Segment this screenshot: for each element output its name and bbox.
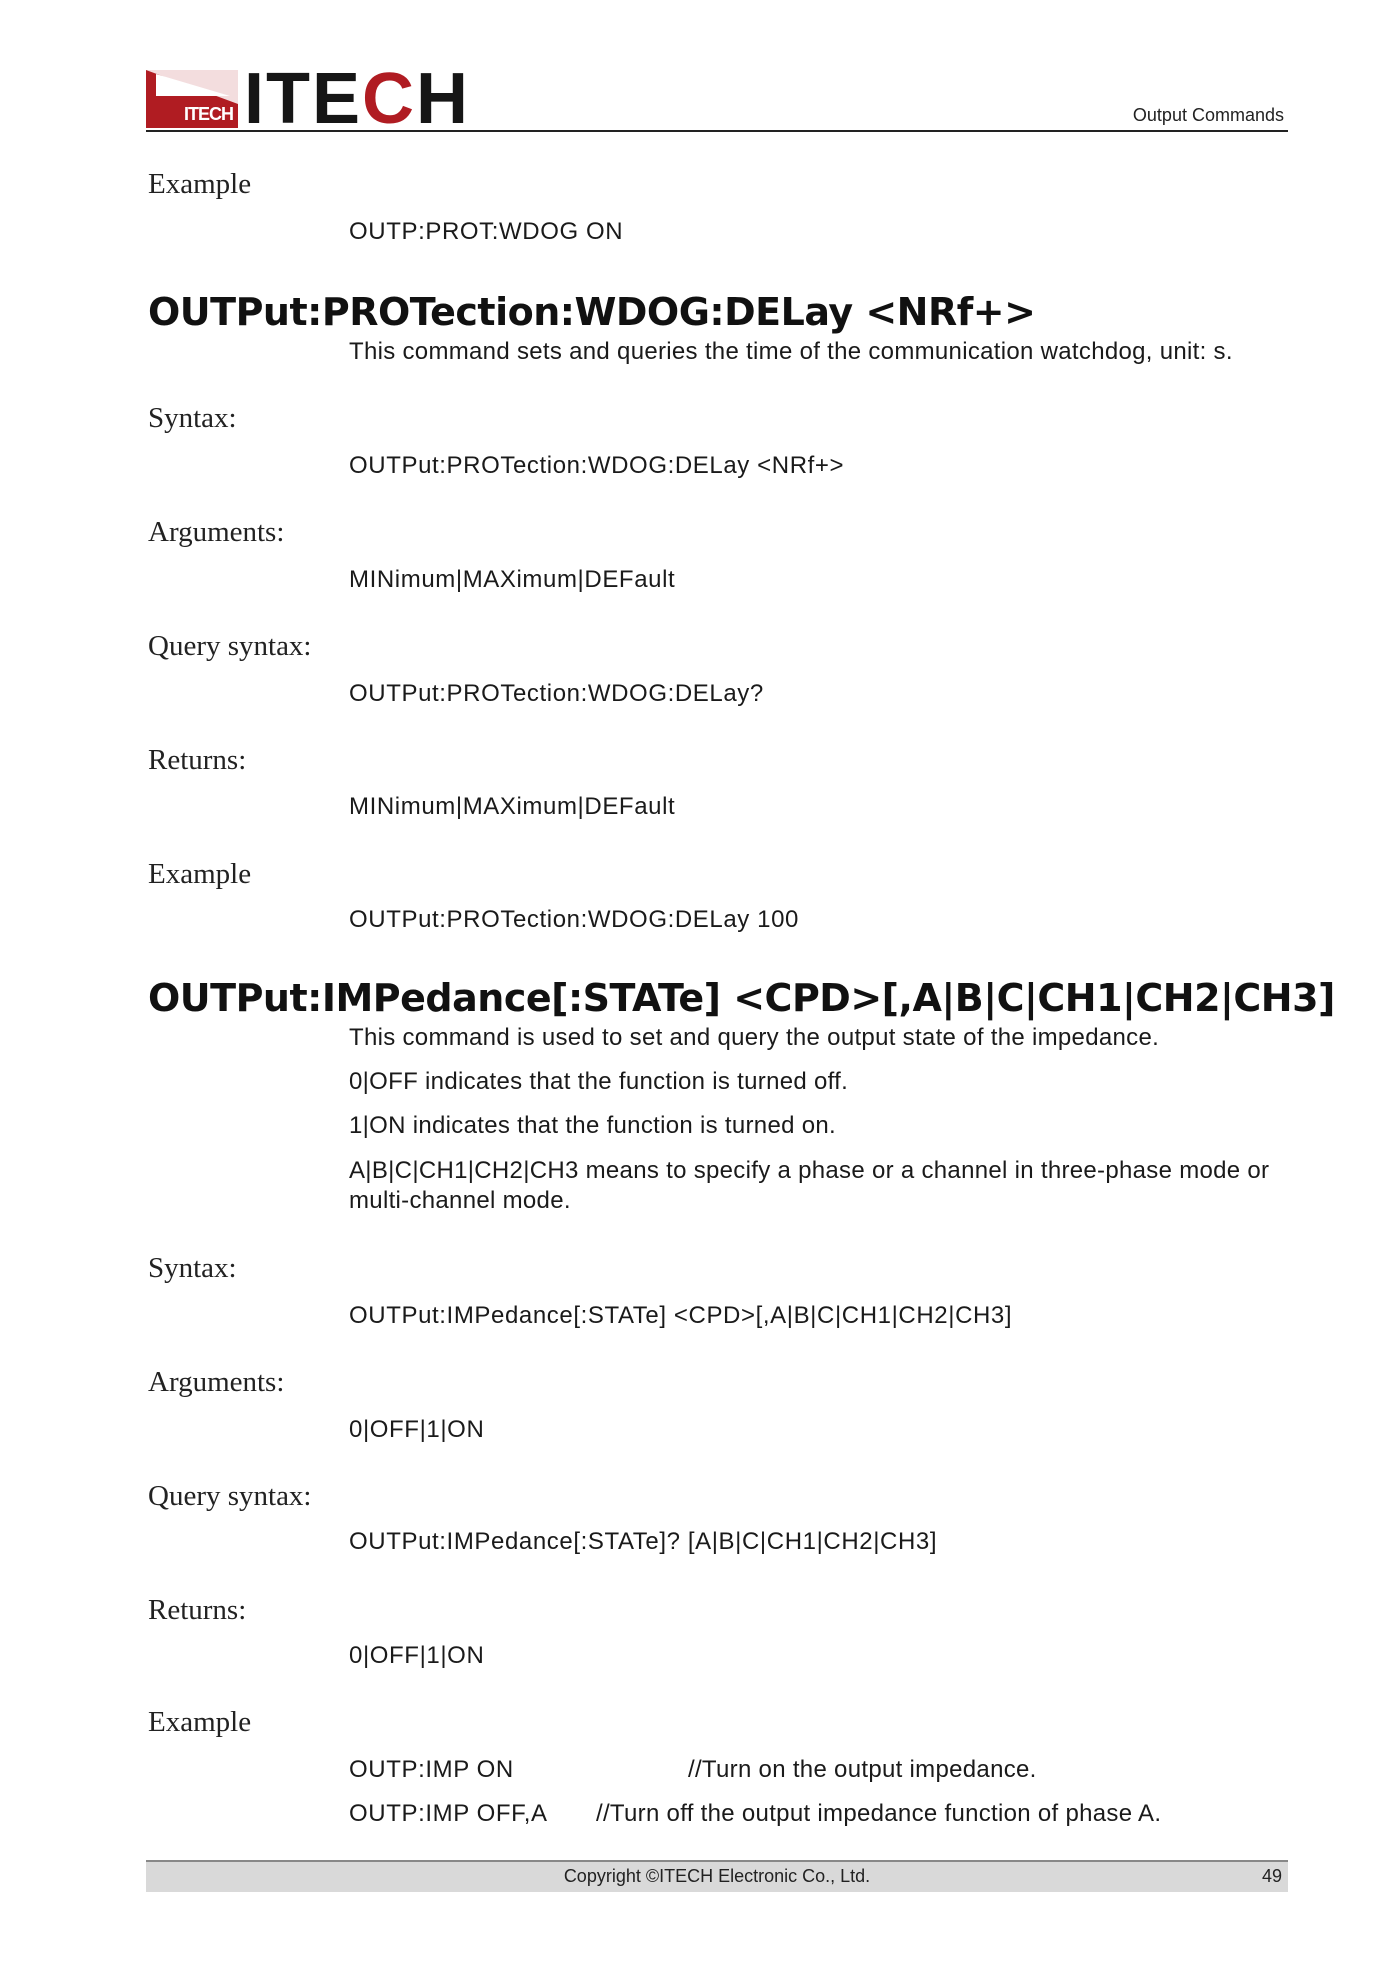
query-syntax-label: Query syntax: (148, 630, 312, 662)
example-code: OUTPut:PROTection:WDOG:DELay 100 (349, 906, 800, 933)
returns-label: Returns: (148, 1594, 247, 1626)
arguments-code: MINimum|MAXimum|DEFault (349, 566, 676, 593)
example-label: Example (148, 1706, 252, 1738)
logo-mark-text: ITECH (184, 104, 233, 124)
example-comment: //Turn on the output impedance. (688, 1756, 1037, 1783)
returns-code: MINimum|MAXimum|DEFault (349, 793, 676, 820)
query-syntax-code: OUTPut:IMPedance[:STATe]? [A|B|C|CH1|CH2|CH3] (349, 1528, 938, 1555)
returns-code: 0|OFF|1|ON (349, 1642, 485, 1669)
example-code: OUTP:IMP OFF,A (349, 1800, 548, 1827)
example-label: Example (148, 168, 252, 200)
logo-wordmark: ITECH (244, 59, 471, 139)
syntax-code: OUTPut:IMPedance[:STATe] <CPD>[,A|B|C|CH1|CH2|CH3] (349, 1302, 1013, 1329)
syntax-code: OUTPut:PROTection:WDOG:DELay <NRf+> (349, 452, 845, 479)
returns-label: Returns: (148, 744, 247, 776)
page-footer (146, 1860, 1288, 1892)
example-code: OUTP:PROT:WDOG ON (349, 218, 624, 245)
example-comment: //Turn off the output impedance function of phase A. (596, 1800, 1162, 1827)
command-heading-wdog-delay: OUTPut:PROTection:WDOG:DELay <NRf+> (148, 290, 1036, 334)
query-syntax-code: OUTPut:PROTection:WDOG:DELay? (349, 680, 764, 707)
description-on-line: 1|ON indicates that the function is turned on. (349, 1112, 836, 1139)
command-heading-impedance: OUTPut:IMPedance[:STATe] <CPD>[,A|B|C|CH1|CH2|CH3] (148, 976, 1335, 1020)
arguments-label: Arguments: (148, 516, 285, 548)
section-title: Output Commands (1132, 105, 1284, 125)
syntax-label: Syntax: (148, 1252, 237, 1284)
logo-mark-icon (146, 70, 238, 128)
page-header (146, 59, 1288, 139)
description-off-line: 0|OFF indicates that the function is turned off. (349, 1068, 849, 1095)
example-label: Example (148, 858, 252, 890)
query-syntax-label: Query syntax: (148, 1480, 312, 1512)
syntax-label: Syntax: (148, 402, 237, 434)
itech-logo (146, 59, 471, 139)
command-description: This command sets and queries the time of the communication watchdog, unit: s. (349, 338, 1233, 365)
copyright-text: Copyright ©ITECH Electronic Co., Ltd. (563, 1866, 871, 1886)
description-phase-line: A|B|C|CH1|CH2|CH3 means to specify a phase or a channel in three-phase mode or multi-channel mode. (349, 1157, 1270, 1214)
example-code: OUTP:IMP ON (349, 1756, 514, 1783)
command-description: This command is used to set and query the output state of the impedance. (349, 1024, 1160, 1051)
page-number: 49 (1261, 1866, 1282, 1886)
arguments-label: Arguments: (148, 1366, 285, 1398)
arguments-code: 0|OFF|1|ON (349, 1416, 485, 1443)
